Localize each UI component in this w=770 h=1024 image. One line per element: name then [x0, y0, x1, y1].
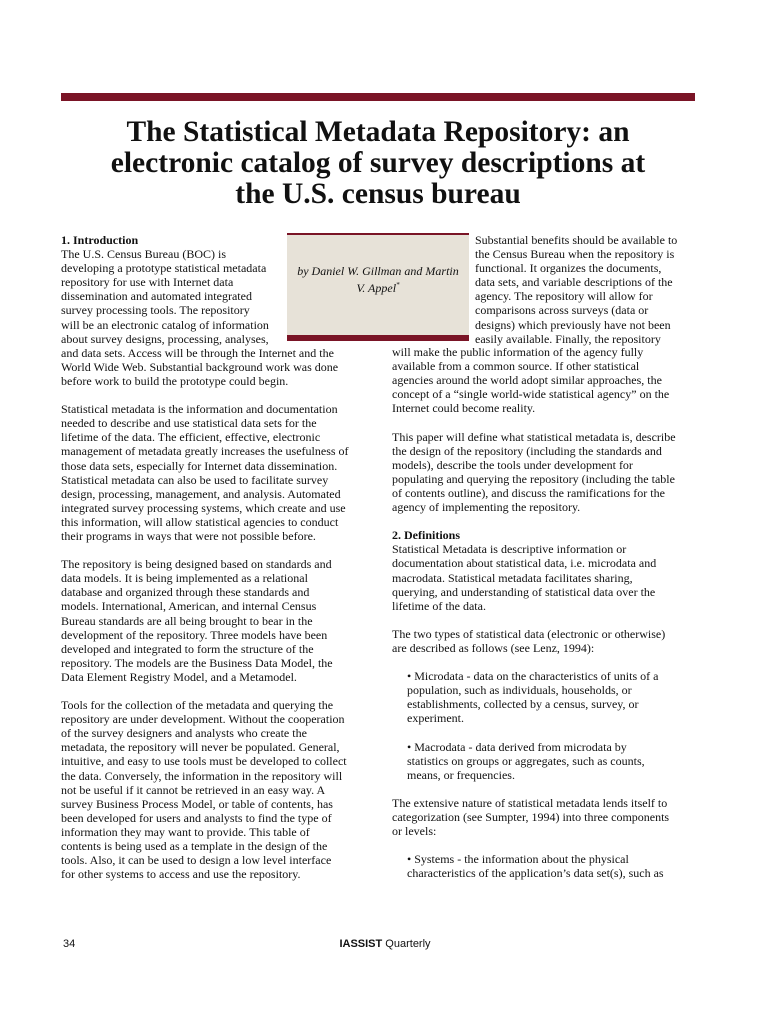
text-line: data models. It is being implemented as a relational — [61, 571, 308, 586]
title-line-1: The Statistical Metadata Repository: an — [126, 116, 630, 148]
journal-name-bold: IASSIST — [339, 938, 383, 950]
text-line: will make the public information of the agency fully — [392, 345, 644, 359]
title-line-3: the U.S. census bureau — [235, 178, 521, 210]
text-line: functional. It organizes the documents, — [475, 261, 662, 276]
text-line: those data sets, especially for Internet data dissemination. — [61, 458, 338, 473]
text-line: World Wide Web. Substantial background work was done — [61, 359, 339, 374]
paragraph-categorization — [392, 796, 697, 838]
article-title — [61, 117, 695, 210]
text-line: needed to describe and use statistical data sets for the — [61, 416, 317, 431]
paragraph-repository-design — [61, 557, 367, 684]
text-line: been developed for users and analysts to find the type of — [61, 810, 332, 825]
text-line: developed and integrated to form the structure of the — [61, 641, 314, 656]
paragraph-data-types — [392, 627, 697, 655]
text-line: are described as follows (see Lenz, 1994): — [392, 640, 595, 655]
text-line: models. International, American, and internal Census — [61, 599, 317, 614]
journal-name — [0, 938, 770, 950]
text-line: their programs in ways that were not possible before. — [61, 528, 316, 543]
bullet-systems — [392, 852, 697, 880]
text-line: statistics on groups or aggregates, such as counts, — [407, 753, 645, 768]
text-line: Bureau standards are all being brought to bear in the — [61, 613, 313, 628]
text-line: of contents outline), and discuss the ramifications for the — [392, 485, 665, 500]
text-line: will be an electronic catalog of information — [61, 317, 269, 332]
text-line: means, or frequencies. — [407, 767, 515, 782]
text-line: • Macrodata - data derived from microdata by — [407, 739, 627, 754]
section-1-heading: 1. Introduction — [61, 233, 139, 247]
text-line: characteristics of the application’s data set(s), such as — [407, 866, 664, 881]
text-line: of the survey designers and analysts who create the — [61, 726, 307, 741]
text-line: development of the repository. Three models have been — [61, 627, 328, 642]
text-line: survey processing tools. The repository — [61, 303, 250, 318]
text-line: available from a common source. If other statistical — [392, 359, 640, 374]
paragraph-paper-outline — [392, 430, 697, 515]
text-line: categorization (see Sumpter, 1994) into three components — [392, 810, 670, 825]
text-line: This paper will define what statistical metadata is, describe — [392, 429, 676, 444]
text-line: • Microdata - data on the characteristics of units of a — [407, 669, 659, 684]
text-line: survey Business Process Model, or table of contents, has — [61, 796, 333, 811]
text-line: agency of implementing the repository. — [392, 500, 581, 515]
text-line: database and organized through these standards and — [61, 585, 310, 600]
text-line: data sets, and variable descriptions of the — [475, 275, 673, 290]
text-line: Internet could become reality. — [392, 401, 536, 416]
text-line: establishments, collected by a census, survey, or — [407, 697, 639, 712]
text-line: the data. Conversely, the information in the repository will — [61, 768, 343, 783]
text-line: models), describe the tools under development for — [392, 457, 633, 472]
paragraph-benefits-cont — [392, 345, 697, 415]
text-line: tools. Also, it can be used to design a low level interface — [61, 853, 332, 868]
text-line: populating and querying the repository (including the table — [392, 471, 675, 486]
text-line: Statistical metadata is the information and documentation — [61, 402, 338, 417]
text-line: about survey designs, processing, analyses, — [61, 331, 269, 346]
text-line: integrated survey processing systems, which create and use — [61, 500, 346, 515]
paragraph-tools — [61, 698, 367, 881]
text-line: easily available. Finally, the repository — [475, 331, 661, 346]
text-line: the Census Bureau when the repository is — [475, 247, 675, 262]
text-line: documentation about statistical data, i.e. microdata and — [392, 556, 657, 571]
text-line: Tools for the collection of the metadata and querying the — [61, 698, 334, 713]
text-line: management of metadata greatly increases the usefulness of — [61, 444, 349, 459]
text-line: repository are under development. Without the cooperation — [61, 712, 345, 727]
text-line: The two types of statistical data (electronic or otherwise) — [392, 626, 666, 641]
text-line: experiment. — [407, 711, 464, 726]
text-line: developing a prototype statistical metadata — [61, 261, 267, 276]
author-footnote-marker: * — [396, 281, 400, 290]
text-line: concept of a “single world-wide statistical agency” on the — [392, 387, 670, 402]
text-line: intuitive, and easy to use tools must be developed to collect — [61, 754, 347, 769]
text-line: Substantial benefits should be available to — [475, 233, 678, 247]
text-line: metadata, the repository will never be populated. General, — [61, 740, 340, 755]
left-column — [61, 233, 367, 881]
right-column — [392, 345, 697, 881]
bullet-macrodata — [392, 740, 697, 782]
text-line: and data sets. Access will be through the Internet and the — [61, 345, 334, 360]
text-line: Data Element Registry Model, and a Metamodel. — [61, 669, 297, 684]
journal-name-rest: Quarterly — [382, 938, 431, 950]
title-top-rule — [61, 93, 695, 101]
text-line: contents is being used as a template in the design of the — [61, 839, 328, 854]
text-line: The repository is being designed based on standards and — [61, 557, 332, 572]
byline-line-2: V. Appel — [356, 281, 397, 296]
text-line: The extensive nature of statistical metadata lends itself to — [392, 796, 668, 810]
paragraph-benefits-top — [475, 233, 697, 346]
right-column-top — [475, 233, 697, 346]
text-line: before work to build the prototype could begin. — [61, 373, 289, 388]
text-line: for other systems to access and use the repository. — [61, 867, 301, 882]
text-line: this information, will allow statistical agencies to conduct — [61, 514, 339, 529]
text-line: comparisons across surveys (data or — [475, 303, 649, 318]
paragraph-statistical-metadata — [61, 402, 367, 543]
text-line: lifetime of the data. — [392, 598, 486, 613]
text-line: macrodata. Statistical metadata facilitates sharing, — [392, 570, 633, 585]
text-line: dissemination and automated integrated — [61, 289, 252, 304]
text-line: agencies around the world adopt similar approaches, the — [392, 373, 662, 388]
text-line: agency. The repository will allow for — [475, 289, 653, 304]
text-line: designs) which previously have not been — [475, 317, 671, 332]
text-line: not be useful if it cannot be retrieved in an easy way. A — [61, 782, 326, 797]
text-line: repository for use with Internet data — [61, 275, 234, 290]
text-line: information they may want to provide. This table of — [61, 824, 310, 839]
text-line: • Systems - the information about the physical — [407, 852, 629, 867]
text-line: repository. The models are the Business Data Model, the — [61, 655, 333, 670]
intro-wide-block — [61, 346, 367, 388]
text-line: design, processing, management, and analysis. Automated — [61, 486, 341, 501]
title-line-2: electronic catalog of survey descriptions at — [110, 147, 646, 179]
text-line: querying, and understanding of statistical data over the — [392, 584, 656, 599]
intro-narrow-block — [61, 247, 286, 346]
section-2-heading: 2. Definitions — [392, 528, 461, 543]
page-number: 34 — [63, 938, 76, 950]
text-line: or levels: — [392, 824, 437, 839]
paragraph-definition — [392, 542, 697, 612]
text-line: the design of the repository (including the standards and — [392, 443, 662, 458]
bullet-microdata — [392, 669, 697, 725]
byline-line-1: by Daniel W. Gillman and Martin — [297, 264, 459, 278]
text-line: population, such as individuals, households, or — [407, 683, 632, 698]
text-line: Statistical Metadata is descriptive information or — [392, 542, 627, 557]
text-line: Statistical metadata can also be used to facilitate survey — [61, 472, 329, 487]
text-line: The U.S. Census Bureau (BOC) is — [61, 247, 226, 262]
text-line: lifetime of the data. The efficient, effective, electronic — [61, 430, 321, 445]
